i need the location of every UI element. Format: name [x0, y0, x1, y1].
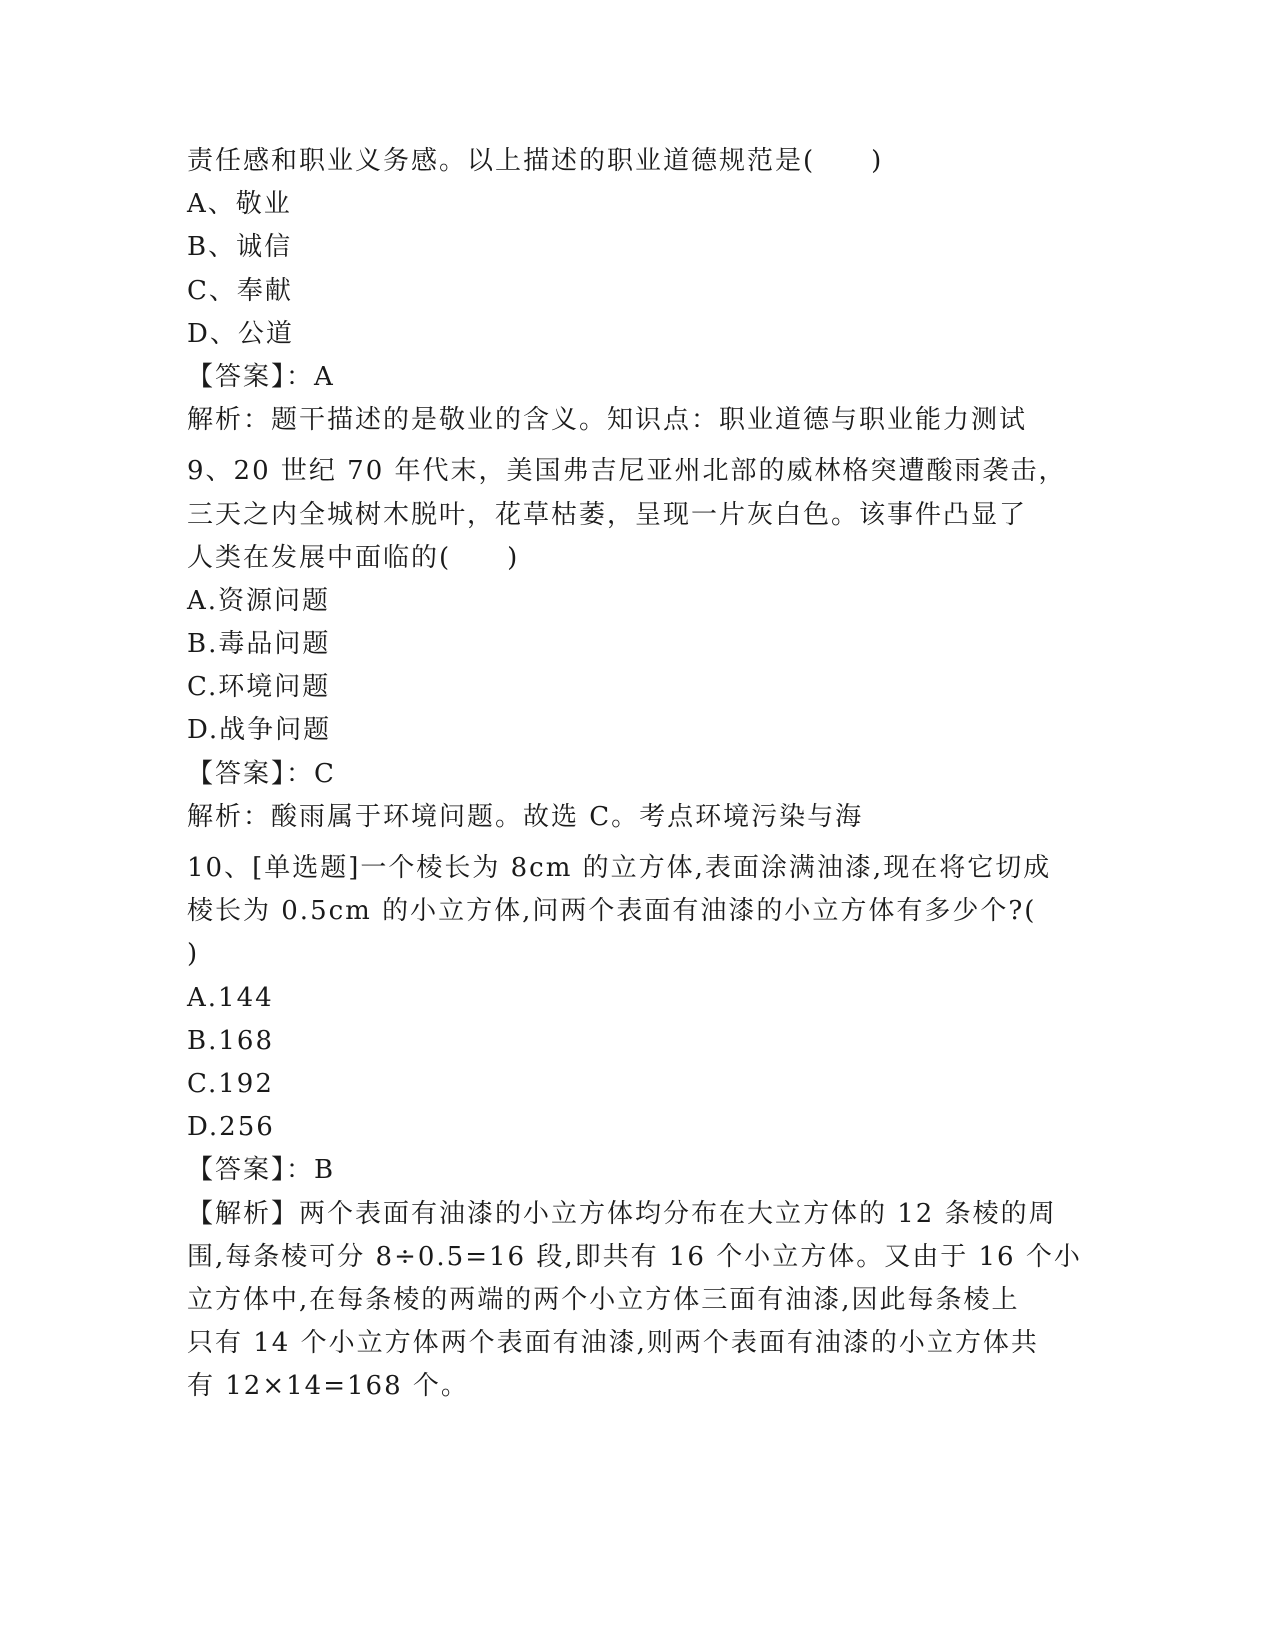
q10-analysis-line-1: 【解析】两个表面有油漆的小立方体均分布在大立方体的 12 条棱的周	[187, 1198, 1057, 1229]
q10-option-a: A.144	[187, 982, 274, 1013]
q10-analysis-line-3: 立方体中,在每条棱的两端的两个小立方体三面有油漆,因此每条棱上	[187, 1284, 1020, 1315]
q10-analysis-line-4: 只有 14 个小立方体两个表面有油漆,则两个表面有油漆的小立方体共	[187, 1328, 1039, 1359]
q8-analysis: 解析：题干描述的是敬业的含义。知识点：职业道德与职业能力测试	[187, 405, 1028, 436]
q10-analysis-line-2: 围,每条棱可分 8÷0.5=16 段,即共有 16 个小立方体。又由于 16 个小	[187, 1241, 1082, 1272]
q10-option-c: C.192	[187, 1068, 274, 1099]
document-page	[187, 140, 1087, 1408]
q9-option-d: D.战争问题	[187, 715, 332, 746]
q10-stem-line-2: 棱长为 0.5cm 的小立方体,问两个表面有油漆的小立方体有多少个?(	[187, 896, 1037, 927]
q10-option-b: B.168	[187, 1025, 274, 1056]
q10-stem-line-3: )	[187, 939, 200, 970]
q9-answer: 【答案】：C	[187, 758, 336, 789]
q9-option-c: C.环境问题	[187, 672, 331, 703]
q8-option-d: D、公道	[187, 318, 294, 349]
q10-analysis-line-5: 有 12×14=168 个。	[187, 1371, 469, 1402]
q8-stem-tail: 责任感和职业义务感。以上描述的职业道德规范是( )	[187, 146, 884, 176]
q8-option-c: C、奉献	[187, 275, 293, 306]
q9-option-b: B.毒品问题	[187, 629, 331, 660]
q9-analysis: 解析：酸雨属于环境问题。故选 C。考点环境污染与海	[187, 801, 864, 832]
q9-stem-line-1: 9、20 世纪 70 年代末，美国弗吉尼亚州北部的威林格突遭酸雨袭击，	[187, 456, 1067, 487]
q10-stem-line-1: 10、[单选题]一个棱长为 8cm 的立方体,表面涂满油漆,现在将它切成	[187, 853, 1052, 883]
q9-stem-line-2: 三天之内全城树木脱叶，花草枯萎，呈现一片灰白色。该事件凸显了	[187, 499, 1028, 530]
q10-answer: 【答案】：B	[187, 1155, 336, 1186]
q8-answer: 【答案】：A	[187, 361, 335, 392]
q8-option-a: A、敬业	[187, 189, 292, 220]
q9-option-a: A.资源问题	[187, 585, 331, 616]
q8-option-b: B、诚信	[187, 232, 293, 263]
q10-option-d: D.256	[187, 1112, 275, 1143]
q9-stem-line-3: 人类在发展中面临的( )	[187, 542, 520, 573]
